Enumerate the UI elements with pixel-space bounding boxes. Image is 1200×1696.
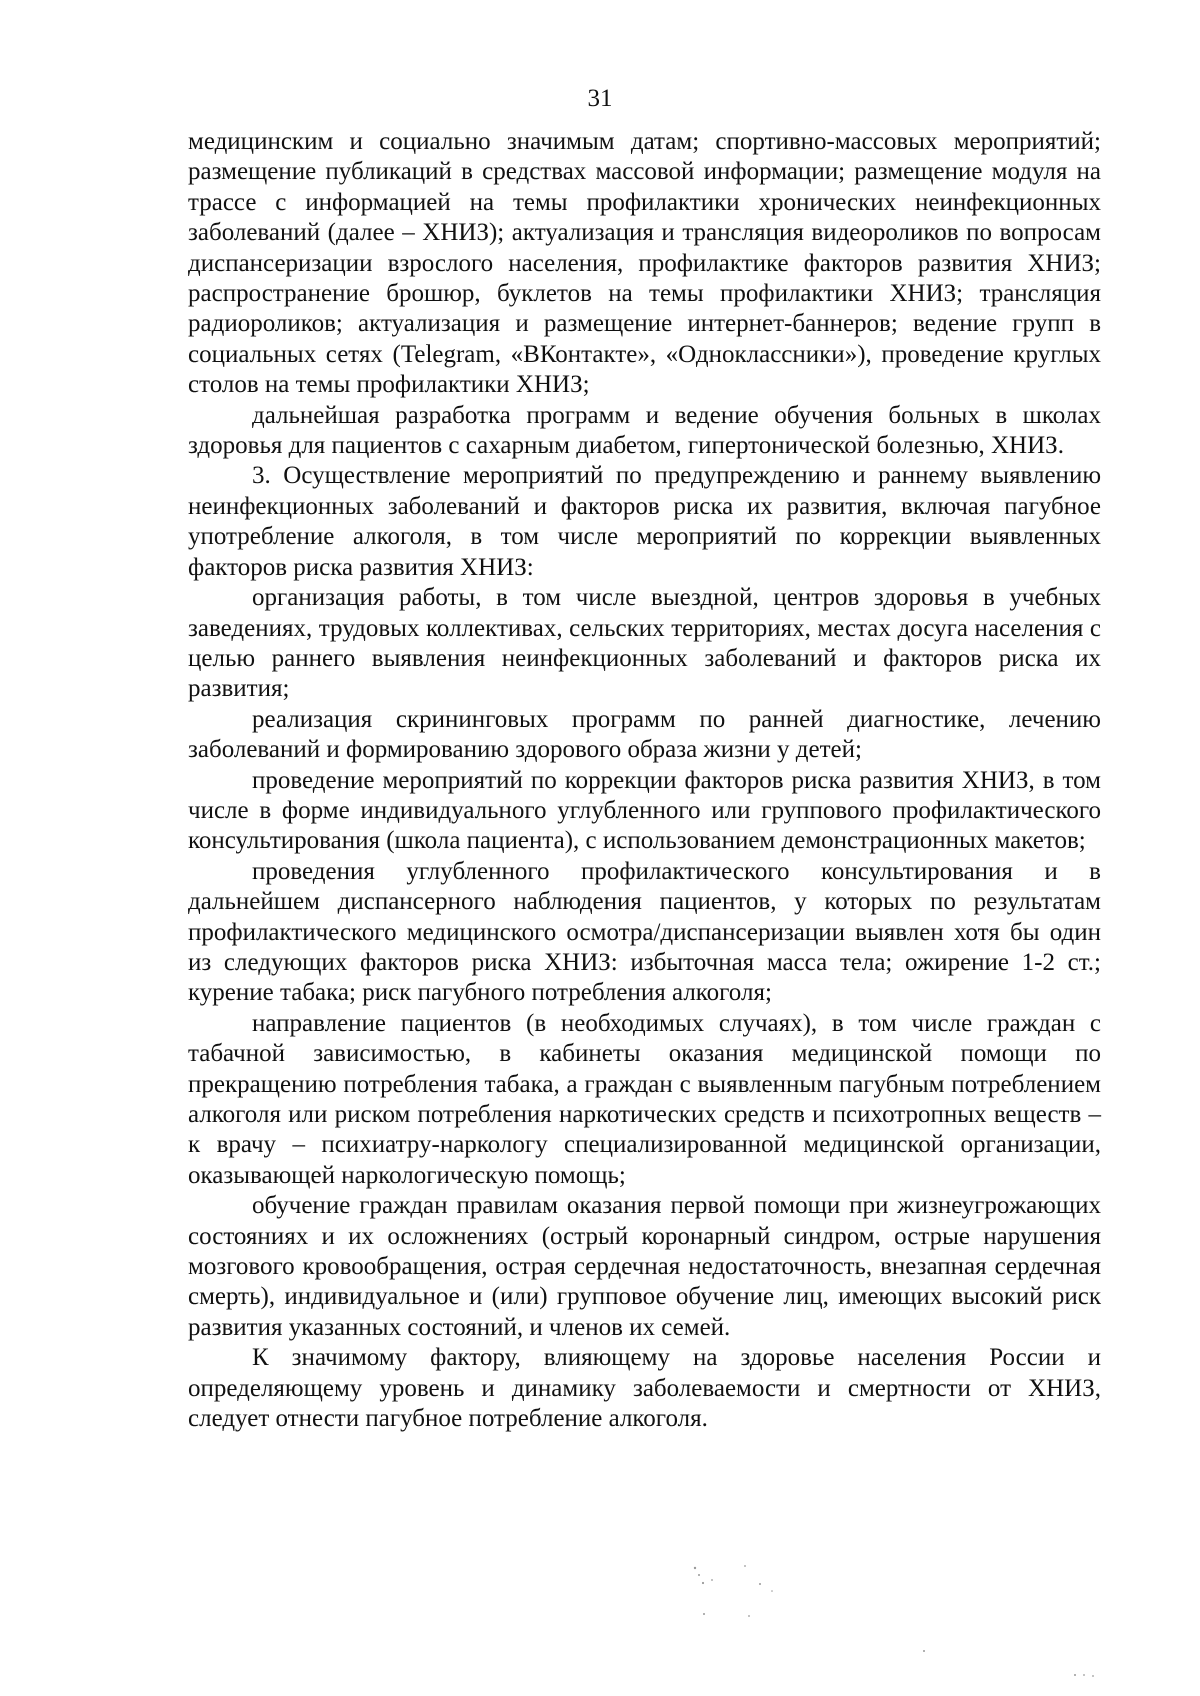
paragraph-3: организация работы, в том числе выездной, центров здоровья в учебных заведениях, трудовых коллективах, сельских территориях, местах досуга населения с целью раннего выявления неинфекционных заболеваний и факторов риска их развития; [188,584,1101,703]
paragraph-2: 3. Осуществление мероприятий по предупреждению и раннему выявлению неинфекционных заболеваний и факторов риска их развития, включая пагубное употребление алкоголя, в том числе мероприятий по коррекции выявленных факторов риска развития ХНИЗ: [188,462,1101,581]
paragraph-0: медицинским и социально значимым датам; спортивно-массовых мероприятий; размещение публикаций в средствах массовой информации; размещение модуля на трассе с информацией на темы профилактики хронических неинфекционных заболеваний (далее – ХНИЗ); актуализация и трансляция видеороликов по вопросам диспансеризации взрослого населения, профилактике факторов развития ХНИЗ; распространение брошюр, буклетов на темы профилактики ХНИЗ; трансляция радиороликов; актуализация и размещение интернет-баннеров; ведение групп в социальных сетях (Telegram, «ВКонтакте», «Одноклассники»), проведение круглых столов на темы профилактики ХНИЗ; [188,128,1101,399]
paragraph-7: направление пациентов (в необходимых случаях), в том числе граждан с табачной зависимостью, в кабинеты оказания медицинской помощи по прекращению потребления табака, а граждан с выявленным пагубным потреблением алкоголя или риском потребления наркотических средств и психотропных веществ – к врачу – психиатру-наркологу специализированной медицинской организации, оказывающей наркологическую помощь; [188,1009,1101,1189]
paragraph-4: реализация скрининговых программ по ранней диагностике, лечению заболеваний и формированию здорового образа жизни у детей; [188,705,1101,764]
paragraph-1: дальнейшая разработка программ и ведение обучения больных в школах здоровья для пациентов с сахарным диабетом, гипертонической болезнью, ХНИЗ. [188,401,1101,460]
paragraph-6: проведения углубленного профилактического консультирования и в дальнейшем диспансерного наблюдения пациентов, у которых по результатам профилактического медицинского осмотра/диспансеризации выявлен хотя бы один из следующих факторов риска ХНИЗ: избыточная масса тела; ожирение 1-2 ст.; курение табака; риск пагубного потребления алкоголя; [188,857,1101,1007]
paragraph-5: проведение мероприятий по коррекции факторов риска развития ХНИЗ, в том числе в форме индивидуального углубленного или группового профилактического консультирования (школа пациента), с использованием демонстрационных макетов; [188,766,1101,855]
document-body [188,127,1101,1434]
paragraph-9: К значимому фактору, влияющему на здоровье населения России и определяющему уровень и динамику заболеваемости и смертности от ХНИЗ, следует отнести пагубное потребление алкоголя. [188,1344,1101,1433]
page-number: 31 [587,85,613,112]
paragraph-8: обучение граждан правилам оказания первой помощи при жизнеугрожающих состояниях и их осложнениях (острый коронарный синдром, острые нарушения мозгового кровообращения, острая сердечная недостаточность, внезапная сердечная смерть), индивидуальное и (или) групповое обучение лиц, имеющих высокий риск развития указанных состояний, и членов их семей. [188,1192,1101,1341]
